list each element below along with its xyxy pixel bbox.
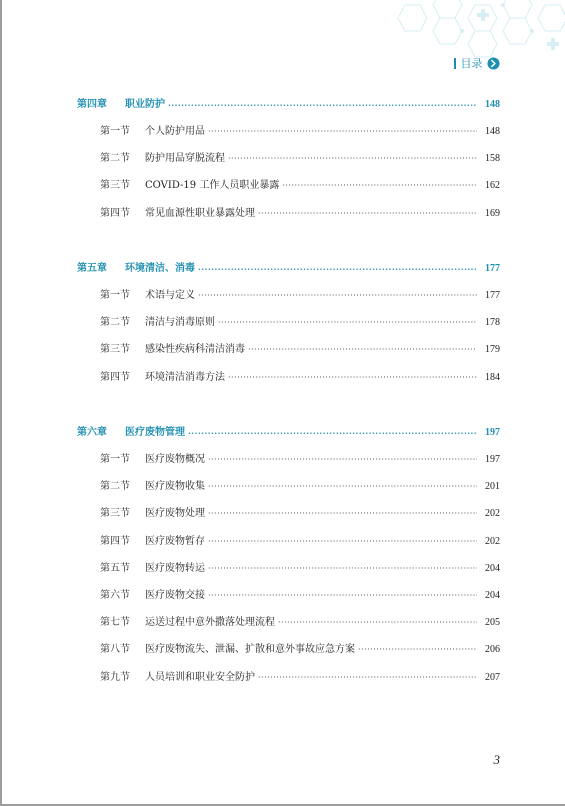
dot-leader — [208, 453, 477, 467]
toc-section-row[interactable] — [100, 152, 500, 166]
section-number: 第二节 — [100, 317, 130, 329]
section-title: 医疗废物概况 — [145, 454, 205, 465]
section-number: 第二节 — [100, 481, 130, 493]
section-number: 第九节 — [100, 671, 130, 683]
chevron-right-circle-icon — [487, 57, 500, 70]
section-number: 第一节 — [100, 454, 130, 465]
section-title: 医疗废物处理 — [145, 508, 205, 520]
section-number: 第一节 — [100, 126, 130, 137]
chapter-title: 环境清洁、消毒 — [125, 263, 195, 274]
section-title: 医疗废物交接 — [145, 590, 205, 601]
toc-section-row[interactable] — [100, 371, 500, 385]
section-title: 运送过程中意外撒落处理流程 — [145, 617, 275, 629]
dot-leader — [208, 125, 477, 139]
section-page-number: 202 — [485, 508, 500, 520]
toc-section-row[interactable] — [100, 535, 500, 549]
section-title: 医疗废物流失、泄漏、扩散和意外事故应急方案 — [145, 644, 355, 656]
chapter-page-number: 177 — [485, 263, 500, 274]
toc-section-row[interactable] — [100, 316, 500, 330]
dot-leader — [282, 179, 477, 193]
section-page-number: 197 — [485, 454, 500, 465]
header-title: 目录 — [460, 57, 483, 70]
section-number: 第六节 — [100, 590, 130, 601]
section-title: 感染性疾病科清洁消毒 — [145, 344, 245, 356]
section-number: 第四节 — [100, 371, 130, 383]
dot-leader — [258, 207, 477, 221]
dot-leader — [248, 343, 477, 357]
toc-header — [454, 54, 500, 72]
section-number: 第二节 — [100, 153, 130, 165]
toc-section-row[interactable] — [100, 507, 500, 521]
dot-leader — [208, 589, 477, 603]
section-page-number: 204 — [485, 590, 500, 601]
chapter-title: 医疗废物管理 — [125, 427, 185, 438]
section-page-number: 201 — [485, 481, 500, 493]
section-title: 人员培训和职业安全防护 — [145, 671, 255, 683]
dot-leader — [228, 371, 477, 385]
toc-section-row[interactable] — [100, 453, 500, 467]
section-title: 医疗废物收集 — [145, 481, 205, 493]
dot-leader — [208, 507, 477, 521]
toc-section-row[interactable] — [100, 671, 500, 685]
section-number: 第四节 — [100, 535, 130, 547]
chapter-number: 第四章 — [77, 99, 107, 110]
section-number: 第八节 — [100, 644, 130, 656]
toc-section-row[interactable] — [100, 562, 500, 576]
toc-chapter-row[interactable] — [77, 262, 500, 276]
page-number: 3 — [493, 752, 500, 767]
dot-leader — [258, 671, 477, 685]
dot-leader — [208, 480, 477, 494]
toc-section-row[interactable] — [100, 207, 500, 221]
chapter-title: 职业防护 — [125, 99, 165, 110]
section-title: 环境清洁消毒方法 — [145, 371, 225, 383]
dot-leader — [198, 262, 477, 276]
toc-section-row[interactable] — [100, 343, 500, 357]
section-page-number: 169 — [485, 207, 500, 219]
section-number: 第四节 — [100, 207, 130, 219]
toc-section-row[interactable] — [100, 589, 500, 603]
section-number: 第七节 — [100, 617, 130, 629]
section-number: 第三节 — [100, 508, 130, 520]
section-number: 第三节 — [100, 344, 130, 356]
toc-chapter-row[interactable] — [77, 98, 500, 112]
section-title: 医疗废物转运 — [145, 562, 205, 574]
toc-section-row[interactable] — [100, 179, 500, 193]
chapter-number: 第五章 — [77, 263, 107, 274]
toc-section-row[interactable] — [100, 125, 500, 139]
dot-leader — [208, 562, 477, 576]
page-border-left — [0, 0, 2, 806]
section-page-number: 204 — [485, 562, 500, 574]
section-number: 第一节 — [100, 290, 130, 301]
toc-chapter-row[interactable] — [77, 426, 500, 440]
section-page-number: 148 — [485, 126, 500, 137]
section-page-number: 177 — [485, 290, 500, 301]
section-page-number: 184 — [485, 371, 500, 383]
dot-leader — [278, 616, 477, 630]
section-title: COVID-19 工作人员职业暴露 — [145, 180, 280, 192]
section-page-number: 179 — [485, 344, 500, 356]
section-page-number: 178 — [485, 317, 500, 329]
toc-section-row[interactable] — [100, 480, 500, 494]
section-page-number: 205 — [485, 617, 500, 629]
chapter-page-number: 148 — [485, 99, 500, 110]
section-page-number: 202 — [485, 535, 500, 547]
dot-leader — [208, 535, 477, 549]
dot-leader — [188, 426, 477, 440]
section-page-number: 207 — [485, 671, 500, 683]
section-page-number: 162 — [485, 180, 500, 192]
toc-section-row[interactable] — [100, 616, 500, 630]
dot-leader — [218, 316, 477, 330]
chapter-page-number: 197 — [485, 427, 500, 438]
chapter-number: 第六章 — [77, 427, 107, 438]
section-title: 防护用品穿脱流程 — [145, 153, 225, 165]
section-number: 第三节 — [100, 180, 130, 192]
header-bar — [454, 58, 456, 69]
section-page-number: 158 — [485, 153, 500, 165]
toc-section-row[interactable] — [100, 289, 500, 303]
dot-leader — [168, 98, 477, 112]
section-number: 第五节 — [100, 562, 130, 574]
section-title: 清洁与消毒原则 — [145, 317, 215, 329]
dot-leader — [228, 152, 477, 166]
dot-leader — [358, 643, 477, 657]
dot-leader — [198, 289, 477, 303]
section-title: 医疗废物暂存 — [145, 535, 205, 547]
section-title: 常见血源性职业暴露处理 — [145, 207, 255, 219]
toc-section-row[interactable] — [100, 643, 500, 657]
section-page-number: 206 — [485, 644, 500, 656]
section-title: 术语与定义 — [145, 290, 195, 301]
section-title: 个人防护用品 — [145, 126, 205, 137]
